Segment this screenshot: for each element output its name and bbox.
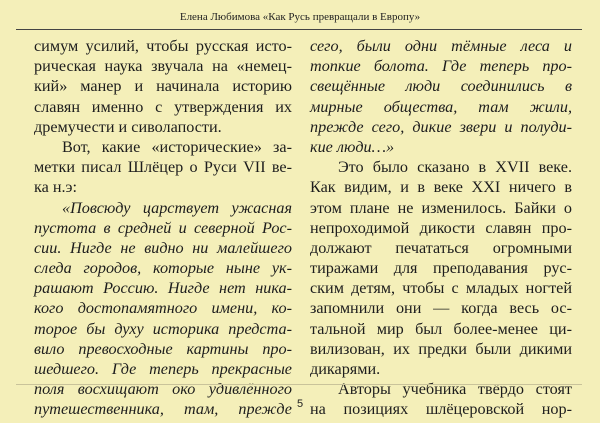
right-column-text-line: сего, были одни тёмные леса и [310, 37, 572, 55]
right-column-text-line: прежде сего, дикие звери и полуди- [310, 117, 572, 136]
right-column-text-line: этом плане не изменилось. Байки о [310, 198, 572, 217]
footer-divider [16, 384, 582, 385]
header-divider [16, 29, 582, 30]
left-column-text-line: «Повсюду царствует ужасная [62, 198, 292, 217]
right-column-text-line: свещённые люди соединились в [310, 77, 572, 96]
left-column-text-line: вило превосходные картины про- [34, 339, 292, 358]
right-column-text-line: должают печататься огромными [310, 238, 572, 257]
left-column-text-line: шедшего. Где теперь прекрасные [34, 360, 292, 378]
left-column-text-line: кий» манер и начинала историю [34, 77, 292, 96]
right-column-text-line: запомнили они — когда весь ос- [310, 299, 572, 318]
page-number: 5 [296, 398, 304, 410]
right-column-text-line: кие люди…» [310, 137, 395, 156]
right-column-text-line: Это было сказано в XVII веке. [338, 158, 572, 177]
right-column-text-line: ским детям, чтобы с младых ногтей [310, 279, 572, 298]
left-column-text-line: ка н.э: [34, 178, 78, 197]
left-text-column [34, 36, 292, 420]
right-column-text-line: Авторы учебника твёрдо стоят [338, 380, 572, 399]
right-column-text-line: вилизован, их предки были дикими [310, 339, 572, 358]
left-column-text-line: сии. Нигде не видно ни малейшего [34, 238, 292, 257]
right-column-text-line: непроходимой дикости славян про- [310, 218, 572, 237]
left-column-text-line: торое бы духу историка предста- [34, 319, 292, 338]
left-column-text-line: поля восхищают око удивлённого [34, 380, 292, 399]
left-column-text-line: рическая наука звучала на «немец- [34, 57, 292, 76]
left-column-text-line: следа городов, которые ныне ук- [34, 259, 292, 278]
left-column-text-line: пустота в средней и северной Рос- [34, 218, 292, 237]
left-column-text-line: кого достопамятного имени, ко- [34, 299, 292, 318]
right-text-column [310, 36, 572, 420]
left-column-text-line: путешественника, там, прежде [34, 400, 292, 419]
right-column-text-line: тальной мир был более-менее ци- [310, 319, 572, 338]
left-column-text-line: симум усилий, чтобы русская исто- [34, 37, 292, 55]
left-column-text-line: славян именно с утверждения их [34, 97, 292, 116]
running-header: Елена Любимова «Как Русь превращали в Европу» [179, 11, 421, 23]
right-column-text-line: Как видим, и в веке XXI ничего в [310, 178, 572, 197]
left-column-text-line: Вот, какие «исторические» за- [62, 137, 292, 156]
right-column-text-line: тиражами для преподавания рус- [310, 259, 572, 278]
right-column-text-line: на позициях шлёцеровской нор- [310, 400, 572, 419]
right-column-text-line: топкие болота. Где теперь про- [310, 57, 572, 76]
left-column-text-line: рашают Россию. Нигде нет ника- [34, 279, 292, 298]
right-column-text-line: дикарями. [310, 360, 381, 378]
right-column-text-line: мирные общества, там жили, [310, 97, 572, 116]
left-column-text-line: дремучести и сиволапости. [34, 117, 222, 136]
left-column-text-line: метки писал Шлёцер о Руси VII ве- [34, 158, 292, 177]
